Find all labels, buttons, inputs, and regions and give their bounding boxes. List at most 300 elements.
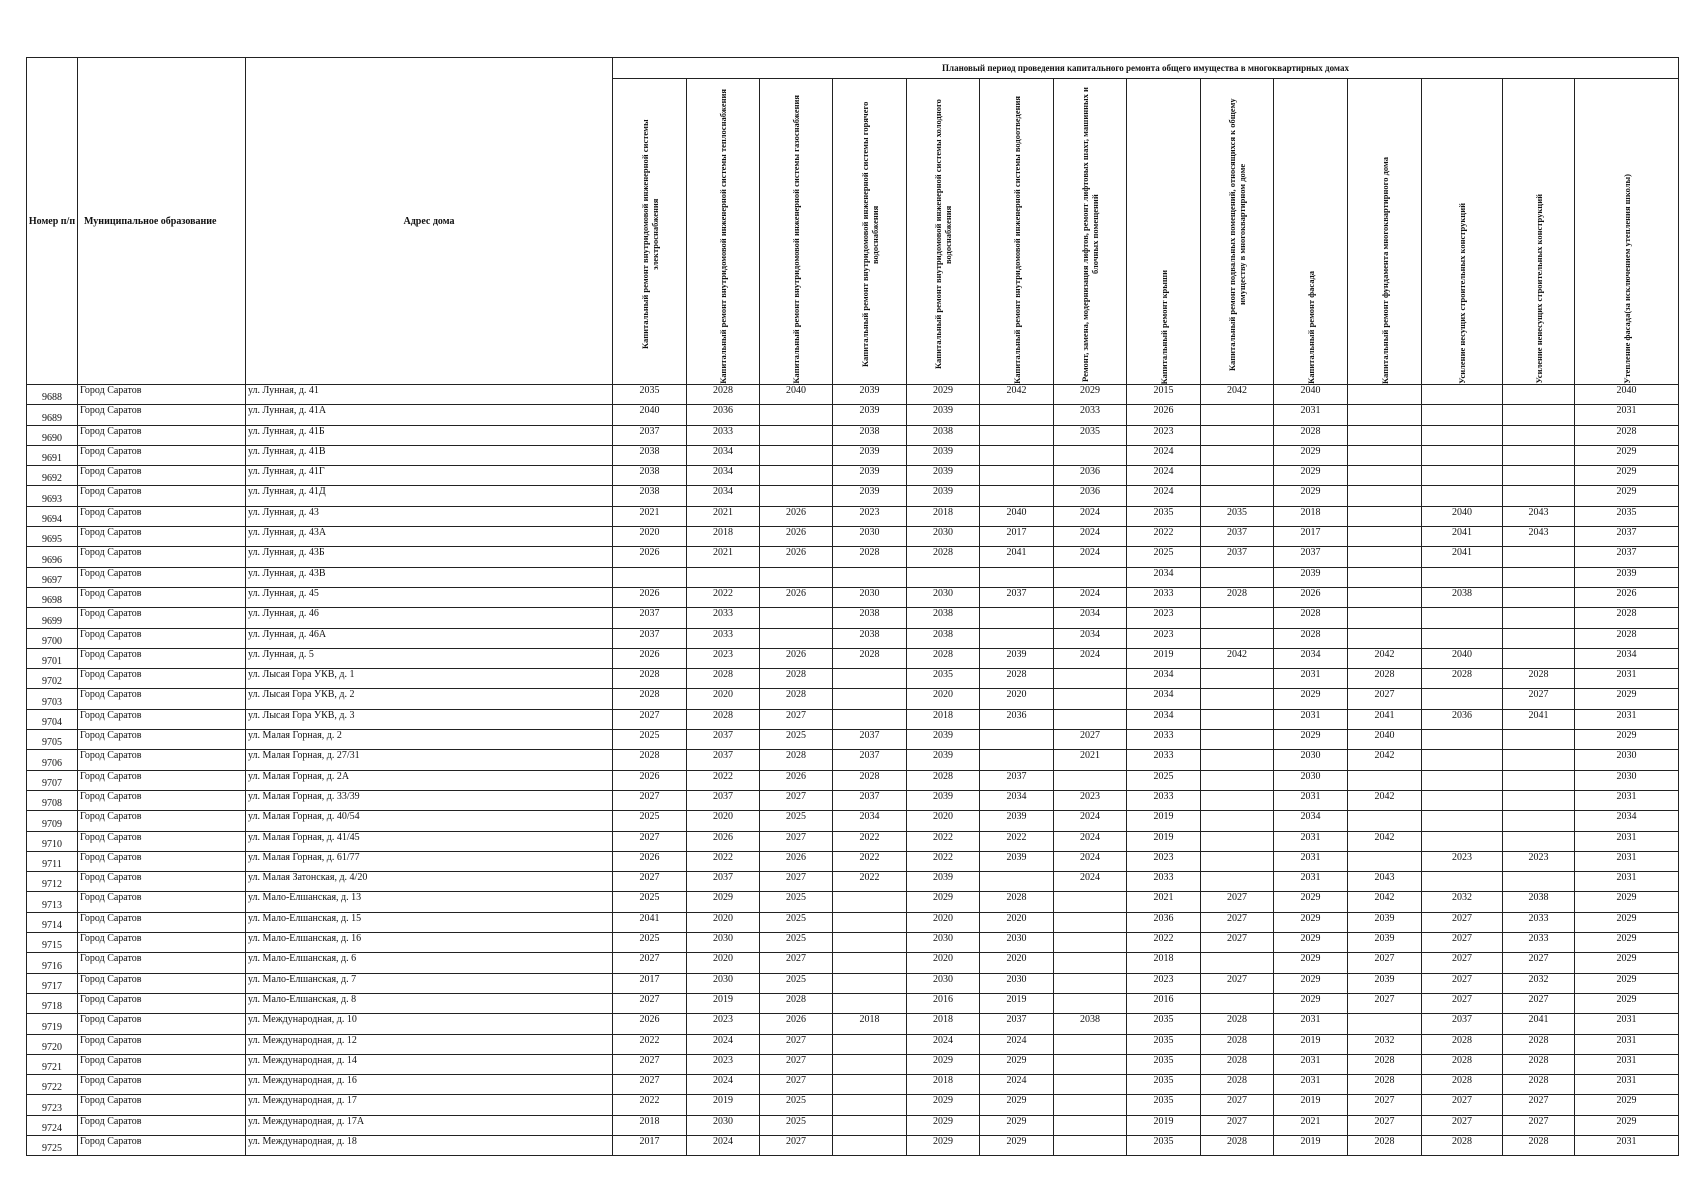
year-cell (1503, 486, 1575, 506)
year-cell: 2031 (1274, 872, 1348, 892)
year-cell: 2036 (1054, 466, 1127, 486)
year-cell: 2028 (760, 689, 833, 709)
year-cell (1201, 466, 1274, 486)
year-cell: 2029 (980, 1135, 1054, 1155)
header-work-4 (833, 79, 907, 385)
year-cell (1503, 385, 1575, 405)
year-cell: 2027 (613, 790, 687, 810)
table-row (27, 486, 1679, 506)
year-cell: 2031 (1274, 1054, 1348, 1074)
year-cell: 2024 (1127, 486, 1201, 506)
address-cell: ул. Международная, д. 14 (246, 1054, 613, 1074)
year-cell (1348, 811, 1422, 831)
year-cell: 2023 (833, 506, 907, 526)
year-cell: 2034 (1127, 567, 1201, 587)
year-cell: 2028 (1274, 628, 1348, 648)
table-row (27, 466, 1679, 486)
year-cell: 2034 (1274, 648, 1348, 668)
table-row (27, 831, 1679, 851)
row-number: 9689 (27, 405, 78, 425)
year-cell: 2029 (1054, 385, 1127, 405)
year-cell (1348, 445, 1422, 465)
year-cell: 2027 (613, 831, 687, 851)
year-cell (1348, 1014, 1422, 1034)
year-cell: 2030 (1575, 750, 1679, 770)
year-cell (1054, 770, 1127, 790)
year-cell: 2028 (1503, 1054, 1575, 1074)
year-cell: 2039 (1274, 567, 1348, 587)
year-cell: 2039 (833, 445, 907, 465)
year-cell: 2031 (1274, 1075, 1348, 1095)
year-cell: 2027 (1422, 953, 1503, 973)
year-cell: 2026 (760, 587, 833, 607)
year-cell: 2037 (980, 587, 1054, 607)
year-cell: 2040 (1274, 385, 1348, 405)
year-cell: 2024 (687, 1075, 760, 1095)
year-cell: 2028 (1348, 669, 1422, 689)
year-cell (1201, 953, 1274, 973)
row-number: 9719 (27, 1014, 78, 1034)
year-cell: 2025 (613, 933, 687, 953)
year-cell (1348, 466, 1422, 486)
year-cell: 2037 (687, 750, 760, 770)
year-cell (1503, 648, 1575, 668)
row-number: 9704 (27, 709, 78, 729)
table-row (27, 709, 1679, 729)
address-cell: ул. Лысая Гора УКВ, д. 1 (246, 669, 613, 689)
year-cell: 2037 (1201, 527, 1274, 547)
year-cell: 2025 (1127, 770, 1201, 790)
year-cell (980, 425, 1054, 445)
address-cell: ул. Лунная, д. 46А (246, 628, 613, 648)
row-number: 9688 (27, 385, 78, 405)
year-cell (1503, 811, 1575, 831)
year-cell: 2019 (980, 993, 1054, 1013)
table-row (27, 567, 1679, 587)
year-cell: 2039 (833, 405, 907, 425)
year-cell: 2026 (760, 770, 833, 790)
table-row (27, 770, 1679, 790)
address-cell: ул. Лунная, д. 43А (246, 527, 613, 547)
year-cell (1054, 709, 1127, 729)
year-cell: 2017 (613, 973, 687, 993)
row-number: 9697 (27, 567, 78, 587)
year-cell (1348, 587, 1422, 607)
year-cell: 2026 (613, 770, 687, 790)
table-row (27, 730, 1679, 750)
address-cell: ул. Мало-Елшанская, д. 6 (246, 953, 613, 973)
municipality-cell: Город Саратов (78, 547, 246, 567)
year-cell: 2026 (613, 648, 687, 668)
year-cell: 2029 (907, 1115, 980, 1135)
table-row (27, 993, 1679, 1013)
year-cell: 2026 (760, 851, 833, 871)
year-cell: 2037 (1201, 547, 1274, 567)
year-cell: 2022 (833, 851, 907, 871)
year-cell: 2020 (980, 953, 1054, 973)
year-cell: 2023 (1054, 790, 1127, 810)
year-cell (1054, 669, 1127, 689)
year-cell (613, 567, 687, 587)
year-cell: 2035 (1127, 1075, 1201, 1095)
year-cell: 2039 (1348, 912, 1422, 932)
year-cell (1348, 567, 1422, 587)
year-cell: 2028 (760, 669, 833, 689)
year-cell: 2029 (1575, 1095, 1679, 1115)
year-cell: 2020 (907, 953, 980, 973)
table-row (27, 587, 1679, 607)
year-cell: 2029 (1575, 466, 1679, 486)
row-number: 9713 (27, 892, 78, 912)
year-cell: 2029 (1575, 953, 1679, 973)
year-cell: 2022 (980, 831, 1054, 851)
year-cell: 2027 (1348, 993, 1422, 1013)
year-cell: 2037 (613, 628, 687, 648)
header-address: Адрес дома (246, 58, 613, 385)
year-cell: 2027 (760, 831, 833, 851)
year-cell: 2024 (1054, 851, 1127, 871)
year-cell (1422, 790, 1503, 810)
year-cell (1422, 567, 1503, 587)
header-work-label: Капитальный ремонт внутридомовой инженерной системы газоснабжения (791, 95, 801, 384)
year-cell (1054, 689, 1127, 709)
year-cell: 2025 (760, 933, 833, 953)
municipality-cell: Город Саратов (78, 851, 246, 871)
address-cell: ул. Мало-Елшанская, д. 15 (246, 912, 613, 932)
year-cell: 2028 (1503, 1034, 1575, 1054)
year-cell: 2022 (1127, 933, 1201, 953)
year-cell (1348, 486, 1422, 506)
year-cell: 2024 (980, 1034, 1054, 1054)
row-number: 9708 (27, 790, 78, 810)
municipality-cell: Город Саратов (78, 831, 246, 851)
table-row (27, 405, 1679, 425)
year-cell: 2029 (1274, 730, 1348, 750)
year-cell: 2029 (1274, 689, 1348, 709)
table-row (27, 608, 1679, 628)
year-cell: 2026 (760, 648, 833, 668)
municipality-cell: Город Саратов (78, 689, 246, 709)
header-work-14 (1575, 79, 1679, 385)
year-cell: 2028 (1503, 669, 1575, 689)
header-work-label: Усиление несущих строительных конструкций (1457, 203, 1467, 384)
address-cell: ул. Лунная, д. 43 (246, 506, 613, 526)
year-cell (1054, 1115, 1127, 1135)
year-cell: 2040 (1422, 648, 1503, 668)
year-cell: 2029 (1274, 953, 1348, 973)
row-number: 9724 (27, 1115, 78, 1135)
year-cell: 2027 (1422, 1095, 1503, 1115)
municipality-cell: Город Саратов (78, 628, 246, 648)
year-cell: 2023 (1503, 851, 1575, 871)
year-cell: 2026 (760, 527, 833, 547)
year-cell (833, 953, 907, 973)
year-cell (833, 933, 907, 953)
year-cell: 2030 (1274, 770, 1348, 790)
address-cell: ул. Малая Горная, д. 40/54 (246, 811, 613, 831)
year-cell: 2025 (760, 912, 833, 932)
municipality-cell: Город Саратов (78, 1115, 246, 1135)
year-cell: 2028 (1422, 1135, 1503, 1155)
year-cell: 2038 (833, 425, 907, 445)
header-work-label: Ремонт, замена, модернизация лифтов, ремонт лифтовых шахт, машинных и блочных помещений (1080, 87, 1100, 382)
address-cell: ул. Лунная, д. 43В (246, 567, 613, 587)
municipality-cell: Город Саратов (78, 872, 246, 892)
year-cell (1054, 445, 1127, 465)
year-cell: 2029 (1274, 445, 1348, 465)
year-cell: 2043 (1503, 527, 1575, 547)
year-cell (833, 912, 907, 932)
year-cell: 2029 (907, 385, 980, 405)
row-number: 9706 (27, 750, 78, 770)
header-work-5 (907, 79, 980, 385)
year-cell (1503, 831, 1575, 851)
year-cell: 2027 (613, 872, 687, 892)
year-cell: 2030 (907, 587, 980, 607)
row-number: 9723 (27, 1095, 78, 1115)
year-cell (760, 628, 833, 648)
row-number: 9701 (27, 648, 78, 668)
year-cell: 2042 (1348, 750, 1422, 770)
year-cell: 2041 (1348, 709, 1422, 729)
row-number: 9710 (27, 831, 78, 851)
year-cell: 2031 (1274, 709, 1348, 729)
year-cell: 2023 (687, 1054, 760, 1074)
year-cell: 2028 (1201, 1135, 1274, 1155)
year-cell: 2039 (907, 730, 980, 750)
table-row (27, 811, 1679, 831)
header-work-label: Капитальный ремонт подвальных помещений, относящихся к общему имуществу в многоквартирном доме (1227, 98, 1247, 371)
year-cell: 2033 (1503, 912, 1575, 932)
year-cell: 2037 (613, 608, 687, 628)
year-cell (1201, 750, 1274, 770)
year-cell: 2040 (1348, 730, 1422, 750)
header-work-1 (613, 79, 687, 385)
year-cell: 2024 (1127, 466, 1201, 486)
year-cell: 2034 (687, 445, 760, 465)
year-cell: 2028 (980, 669, 1054, 689)
header-work-label: Капитальный ремонт фасада (1305, 271, 1316, 384)
year-cell: 2024 (907, 1034, 980, 1054)
year-cell: 2028 (1422, 669, 1503, 689)
year-cell: 2030 (980, 933, 1054, 953)
address-cell: ул. Малая Горная, д. 61/77 (246, 851, 613, 871)
year-cell: 2034 (1127, 669, 1201, 689)
year-cell: 2028 (1575, 425, 1679, 445)
year-cell: 2027 (1422, 912, 1503, 932)
address-cell: ул. Малая Горная, д. 33/39 (246, 790, 613, 810)
year-cell: 2037 (687, 730, 760, 750)
year-cell: 2025 (760, 892, 833, 912)
year-cell: 2038 (613, 486, 687, 506)
year-cell: 2027 (1503, 953, 1575, 973)
year-cell: 2028 (907, 770, 980, 790)
year-cell (833, 567, 907, 587)
year-cell: 2027 (1422, 993, 1503, 1013)
year-cell: 2037 (833, 750, 907, 770)
year-cell: 2030 (833, 527, 907, 547)
year-cell: 2023 (687, 648, 760, 668)
year-cell: 2018 (1274, 506, 1348, 526)
year-cell: 2039 (980, 851, 1054, 871)
year-cell: 2040 (760, 385, 833, 405)
municipality-cell: Город Саратов (78, 1095, 246, 1115)
year-cell: 2039 (833, 486, 907, 506)
year-cell: 2041 (980, 547, 1054, 567)
year-cell: 2032 (1422, 892, 1503, 912)
year-cell: 2026 (613, 547, 687, 567)
year-cell: 2015 (1127, 385, 1201, 405)
year-cell (1201, 831, 1274, 851)
year-cell: 2037 (1274, 547, 1348, 567)
year-cell: 2028 (760, 750, 833, 770)
year-cell: 2031 (1274, 790, 1348, 810)
table-row (27, 750, 1679, 770)
year-cell: 2029 (907, 892, 980, 912)
year-cell: 2022 (833, 831, 907, 851)
year-cell: 2027 (760, 1075, 833, 1095)
year-cell (1503, 770, 1575, 790)
year-cell: 2025 (613, 892, 687, 912)
row-number: 9721 (27, 1054, 78, 1074)
year-cell (1201, 425, 1274, 445)
year-cell: 2027 (1201, 973, 1274, 993)
year-cell: 2023 (1422, 851, 1503, 871)
year-cell: 2038 (1503, 892, 1575, 912)
table-row (27, 648, 1679, 668)
year-cell: 2028 (1274, 608, 1348, 628)
year-cell: 2038 (833, 608, 907, 628)
municipality-cell: Город Саратов (78, 953, 246, 973)
year-cell: 2029 (1575, 892, 1679, 912)
year-cell: 2026 (613, 1014, 687, 1034)
year-cell: 2024 (1054, 527, 1127, 547)
year-cell: 2026 (613, 587, 687, 607)
year-cell: 2039 (1348, 933, 1422, 953)
year-cell: 2030 (1274, 750, 1348, 770)
year-cell: 2030 (687, 1115, 760, 1135)
header-work-11 (1348, 79, 1422, 385)
year-cell (1201, 811, 1274, 831)
municipality-cell: Город Саратов (78, 506, 246, 526)
year-cell (833, 892, 907, 912)
year-cell (1422, 872, 1503, 892)
year-cell (1054, 1034, 1127, 1054)
year-cell: 2043 (1348, 872, 1422, 892)
year-cell: 2028 (1348, 1054, 1422, 1074)
municipality-cell: Город Саратов (78, 1135, 246, 1155)
year-cell: 2022 (687, 587, 760, 607)
year-cell: 2022 (613, 1034, 687, 1054)
year-cell: 2025 (760, 1095, 833, 1115)
address-cell: ул. Международная, д. 12 (246, 1034, 613, 1054)
year-cell: 2034 (980, 790, 1054, 810)
header-work-label: Капитальный ремонт фундамента многоквартирного дома (1379, 156, 1390, 384)
year-cell (687, 567, 760, 587)
year-cell: 2042 (1348, 892, 1422, 912)
year-cell: 2029 (1575, 912, 1679, 932)
year-cell: 2027 (1201, 933, 1274, 953)
year-cell: 2027 (1422, 933, 1503, 953)
year-cell: 2030 (687, 973, 760, 993)
year-cell: 2029 (907, 1135, 980, 1155)
year-cell: 2034 (687, 466, 760, 486)
year-cell: 2028 (907, 648, 980, 668)
year-cell (980, 405, 1054, 425)
year-cell: 2028 (1201, 1054, 1274, 1074)
address-cell: ул. Лунная, д. 5 (246, 648, 613, 668)
year-cell: 2029 (980, 1054, 1054, 1074)
year-cell: 2018 (907, 506, 980, 526)
year-cell (1503, 750, 1575, 770)
year-cell: 2028 (1201, 587, 1274, 607)
row-number: 9703 (27, 689, 78, 709)
year-cell (1503, 425, 1575, 445)
year-cell: 2039 (907, 466, 980, 486)
year-cell: 2039 (980, 811, 1054, 831)
year-cell: 2033 (687, 608, 760, 628)
year-cell (1201, 770, 1274, 790)
year-cell: 2030 (980, 973, 1054, 993)
year-cell (1503, 547, 1575, 567)
year-cell: 2037 (1422, 1014, 1503, 1034)
year-cell: 2028 (687, 385, 760, 405)
address-cell: ул. Лунная, д. 45 (246, 587, 613, 607)
year-cell: 2031 (1575, 669, 1679, 689)
year-cell: 2039 (907, 405, 980, 425)
capital-repair-schedule-table (26, 57, 1679, 1156)
year-cell: 2030 (907, 973, 980, 993)
year-cell: 2036 (1054, 486, 1127, 506)
year-cell: 2042 (1201, 648, 1274, 668)
header-work-13 (1503, 79, 1575, 385)
address-cell: ул. Лунная, д. 46 (246, 608, 613, 628)
year-cell: 2028 (613, 669, 687, 689)
year-cell: 2031 (1274, 851, 1348, 871)
municipality-cell: Город Саратов (78, 770, 246, 790)
year-cell: 2031 (1575, 405, 1679, 425)
year-cell (1348, 506, 1422, 526)
table-row (27, 912, 1679, 932)
year-cell (1201, 669, 1274, 689)
table-row (27, 973, 1679, 993)
year-cell (1422, 608, 1503, 628)
year-cell (980, 872, 1054, 892)
header-work-2 (687, 79, 760, 385)
row-number: 9695 (27, 527, 78, 547)
year-cell: 2027 (1201, 1115, 1274, 1135)
municipality-cell: Город Саратов (78, 527, 246, 547)
year-cell (760, 425, 833, 445)
year-cell: 2028 (1422, 1075, 1503, 1095)
year-cell: 2037 (687, 790, 760, 810)
year-cell: 2029 (1575, 689, 1679, 709)
year-cell (980, 750, 1054, 770)
year-cell: 2034 (1054, 628, 1127, 648)
header-municipality: Муниципальное образование (78, 58, 246, 385)
year-cell (1422, 811, 1503, 831)
year-cell (760, 405, 833, 425)
year-cell: 2027 (613, 709, 687, 729)
year-cell (1422, 405, 1503, 425)
year-cell: 2027 (760, 872, 833, 892)
address-cell: ул. Мало-Елшанская, д. 7 (246, 973, 613, 993)
row-number: 9717 (27, 973, 78, 993)
year-cell (1054, 912, 1127, 932)
table-row (27, 1135, 1679, 1155)
year-cell: 2030 (1575, 770, 1679, 790)
row-number: 9709 (27, 811, 78, 831)
